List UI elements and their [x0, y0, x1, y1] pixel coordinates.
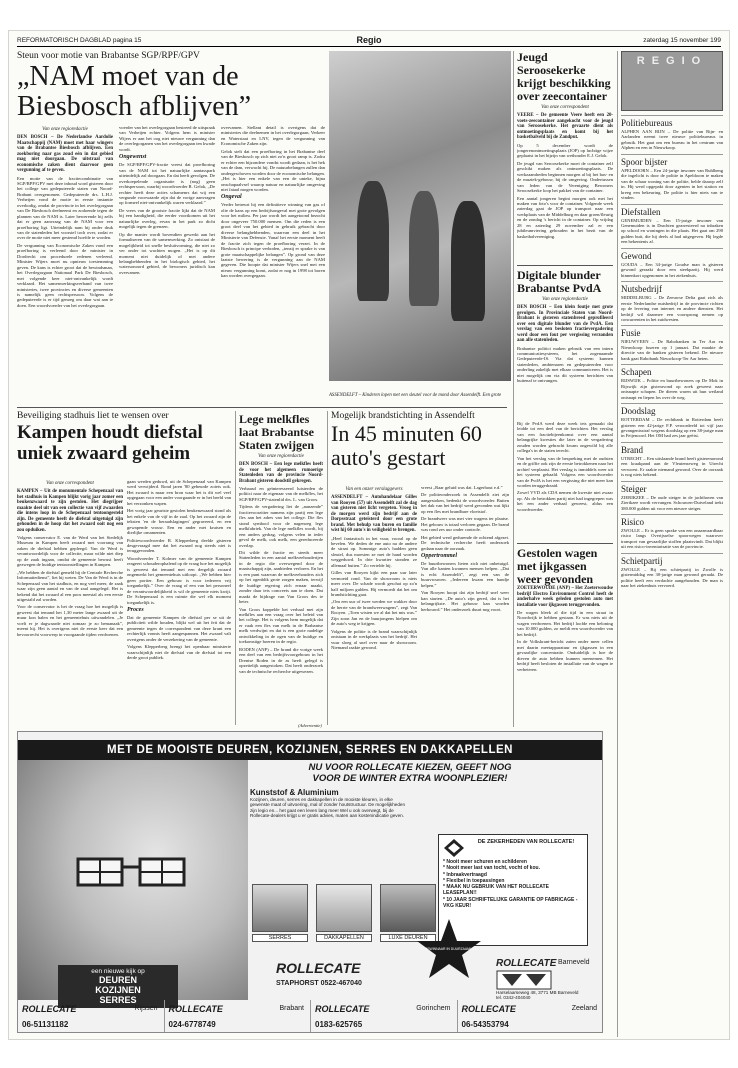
seroosekerke-p2: De jeugd van Seroosekerke moet de container zelf geschikt maken als ontmoetingsplaats. De werkzaamheden beginnen morgen al bij het bas- en de muziek-gebouw, bij de omgeving. Ondertussen van leden van de Vereniging Bewoners Seroosekerke loop het pakket van de container. [517, 160, 613, 194]
photo-caption: ASSENDELFT – Kinderen lopen met een sleutel voor de mond door Assendelft. Een grote [329, 393, 502, 398]
main-col-2 [119, 125, 215, 403]
ad-dealer-logo: ROLLECATE [461, 1004, 516, 1014]
ad-zek-item: * Inbraakvertraagd [443, 871, 487, 878]
assendelft-p6: De politieonderzoek in Assendelft ziet zijn aangestoken, bedenkt de woordvoerder. Buiten het dak van het bedrijf werd gevonden wat lijkt op een fles met brandbare vloeistof. [421, 492, 509, 514]
regio-banner [621, 51, 723, 111]
news-brief-title: Spoor bijster [621, 154, 723, 167]
news-brief-text: ZIERIKZEE – De oude steiger in de jachthaven van Zierikzee wordt vervangen. Schouwen-Duiveland trekt 380.000 gulden uit voor een nieuwe steiger. [621, 494, 723, 511]
award-star-text: PRIJSWINNAAR IN DUURZAAMHEID [419, 947, 479, 951]
ad-top-band: MET DE MOOISTE DEUREN, KOZIJNEN, SERRES EN DAKKAPELLEN [18, 740, 602, 760]
stadhuis-byline: Van onze correspondent [46, 481, 94, 486]
photo-caption-box [329, 383, 511, 405]
glasses-window-icon [76, 855, 186, 889]
news-brief-title: Risico [621, 514, 723, 527]
stadhuis-lead: KAMPEN – Uit de monumentale Schepenzaal van het stadhuis in Kampen blijkt vorig jaar zomer een beukenzwaard te zijn gestolen. Het diegrijper maakte deel uit van een collectie van vijf zwaarden die intens loop in de Schepenzaal tentoongesteld zijn. De gemeente heeft de diefstal uitgetuigd zijn gehouden in de hoop dat het zwaard ooit nog een zou opduiken. [17, 489, 123, 533]
ad-subheading-2: VOOR DE WINTER EXTRA WOONPLEZIER! [312, 773, 508, 784]
stadhuis-p2: „We hebben de diefstal gemeld bij de Centrale Recherche Informatiedienst”, liet hij weten. De Van de Werd is in de Schepenzaal van het stadhuis, en nog veel meer, de zaak waar zijn geen aantal en van de zaal aangelegd. Het is bekend dat het zwaard al een poos meestal als een eerste uitgestald zal worden. [17, 569, 123, 602]
ad-zek-item: * 10 JAAR SCHRIFTELIJKE GARANTIE OP FABRICAGE - VKG KEUR! [443, 896, 578, 910]
main-col-1 [17, 125, 113, 403]
regio-banner-text: REGIO [636, 55, 708, 67]
ad-zek-list [443, 859, 583, 909]
ad-dealer-phone: 06-51131182 [22, 1020, 69, 1029]
seroosekerke-article [517, 51, 613, 263]
news-brief-text: GENEMUIDEN – Een 15-jarige inwoner van Genemuiden is in Drachten gearresteerd na inbraken op school en woningen in die plaats. Het gaat om 290 gulden buit, die hij deels al had uitgegeven. Hij legde een bekentenis af. [621, 217, 723, 245]
news-brief-text: GOUDA – Een 34-jarige Goudse man is gisteren gewond geraakt door een steekpartij. Hij werd binnenkort opgenomen in het ziekenhuis. [621, 261, 723, 278]
assendelft-col-2 [421, 485, 509, 725]
stadhuis-p7: Woordvoerder T. Kolmer van de gemeente Kampen reageert schouderophalend op de vraag hoe het mogelijk is geweest dat iemand met een dergelijk zwaard ongemerkt het gemeentehuis uitloopt. „We hebben hier geen portier. Een gebouw is voor iedereen vrij toegankelijk.” Over de vraag of een van het personeel de verantwoordelijkheid is wil de gemeente niets kwijt. De Schepenzaal is een ruimte die wel elk moment toegankelijk is. [127, 555, 231, 605]
main-col-3 [221, 125, 325, 403]
ad-subheading [248, 762, 572, 784]
news-brief [621, 115, 723, 151]
main-headline: „NAM moet van de Biesbosch afblijven” [17, 61, 252, 121]
ad-barneveld-logo: ROLLECATE [496, 958, 557, 969]
main-lead: DEN BOSCH – De Nederlandse Aardolie Maatschappij (NAM) moet met haar wingers van de Brabantse Biesbosch afblijven. Een zoekboring naar gas zoud eén in dat gebied mag niet doorgaan. De uitstraal van economische zaken dient daarvoor geen vergunning af te geven. [17, 135, 113, 173]
ad-thumb-label-3: LUXE DEUREN [380, 934, 436, 942]
news-brief-text: ROTTERDAM – De rechtbank in Rotterdam heeft gisteren een 42-jarige F.P. veroordeeld tot vijf jaar gevangenisstraf wegens doodslag op een 38-jarige man in Feijenoord. Het OM had zes jaar geëist. [621, 417, 723, 439]
ad-zek-item: * Flexibel in toepassingen [443, 877, 505, 884]
seroosekerke-lead: VEERE – De gemeente Veere heeft een 20-voets-zeecontainer aangekocht voor de jeugd van Seroosekerke. Het gevaarte dient als ontmoetingsplaats en komt bij het basketbalveld bij de Zandput. [517, 113, 613, 140]
pvda-byline: Van onze regioredactie [542, 297, 588, 302]
assendelft-sub: Oppertrommel [421, 552, 457, 559]
ad-barneveld-address [496, 990, 578, 1000]
ad-barneveld-tel: tel. 0342-404040 [496, 995, 531, 1000]
seroosekerke-p1: Op 5 december wordt de jongerenontmoetingsplaats (JOP) op luchtige wijze geplaatst in het bijzijn van wethouder E.J. Gelok. [517, 142, 613, 159]
ad-dealer-city: Zeeland [571, 1005, 597, 1012]
ad-thumb-serres [252, 884, 308, 932]
news-brief-text: RIJSWIJK – Politie en buurtbewoners op De Mok in Rijswijk zijn gisteravond op zoek geweest naar ontsnapte schapen. De dieren waren uit hun weiland ontsnapt en liepen los over de weg. [621, 378, 723, 400]
main-p2: De vergunning van Economische Zaken vond een proefboring is verleend door de minister in Dordrecht om procedurele redenen verleend. Minister Wijers moet nu opnieuw toestemming geven. De kans is echter groot dat de bewindsman, het Overlegorgaan Nationaal Park De Biesbosch, met volgende keer niet-ontvankelijk wordt verklaard. Het samenwerkingsverband van twee ministeries, twee provincies en diverse gemeenten is namelijk geen rechtspersoon. Volgens de gedeputeerde is er tijd genoeg om daar wat aan te doen. Een woordvoerder van het overlegorgaan. [17, 242, 113, 308]
assendelft-p7: De brandweer was met vier wagens ter plaatse. Het gebouw is totaal verloren gegaan. De brand was rond zes uur onder controle. [421, 516, 509, 533]
wagen-article [517, 547, 613, 727]
assendelft-kicker: Mogelijk brandstichting in Assendelft [331, 411, 475, 421]
main-p4: De SGP/RPF/GPV-fractie vreest dat proefboring van de NAM tot het natuurlijke aantasspark uiteindelijk zal doorgaan. En dat heeft gevolgen. De overkoepelende organisatie is (nog) geen rechtspersoon, waarbij woordvoerder R. Gelok, „De rechter heeft deze acties schamenrs dat wij een vergunde voorwaarde zijn dat de vorige aanvragen op formeel niet-ontvankelijk waren verklaard.” [119, 162, 215, 206]
header-section: Regio [356, 35, 382, 45]
main-kicker: Steun voor motie van Brabantse SGP/RPF/GPV [17, 51, 200, 61]
news-brief-text: ALPHEN AAN RIJN – De politie van Rijn- en Aarlanden neemt twee nieuwe politiebureaus in gebruik. Het gaat om een bureau in het centrum van Alphen en een in Nieuwkoop. [621, 129, 723, 151]
news-brief-title: Brand [621, 442, 723, 455]
news-briefs-sidebar [621, 115, 723, 1035]
wagen-lead: ZOETERWOUDE (ANP) – Het Zoeterwoudse bedrijf Electro Environment Control heeft de anderhalve week geleden gestolen auto met installatie voor ijkgassen teruggevonden. [517, 586, 613, 608]
stadhuis-col-2 [127, 479, 231, 725]
assendelft-p2: Gilles van Rooyen kijkt een paar uur later vermoeid rond. Van de showroom is niets meer over. De schade wordt geschat op zo'n half miljoen gulden. Hij vermoedt dat het om brandstichting gaat. [331, 570, 417, 598]
news-brief-title: Nutsbedrijf [621, 281, 723, 294]
main-p7: overvamen. Stellant detail is overigens dat de ministeries die deelnemen in het overlegorgaan, Verkeer en Waterstaat en LNV, tegen de vergunning van Economische Zaken zijn. [221, 125, 325, 147]
news-brief-title: Schietpartij [621, 553, 723, 566]
pvda-p3: Van het verslag van de bespreking met de oudsten en de griffie ook zijn de eerste betrokkenen naar het archief verplaatst. Het verslag is inmiddels weer uit het systeem gehaald. Volgens een woordvoerder van de PvdA is het een vergissing die niet meer kan worden teruggedraaid. [517, 455, 613, 488]
ad-dealer-logo: ROLLECATE [315, 1004, 370, 1014]
news-brief [621, 281, 723, 322]
ad-dealer [311, 1000, 458, 1033]
assendelft-p4: Volgens de politie is de brand waarschijnlijk ontstaan in de werkplaats van het bedrijf. Het vuur sloeg al snel over naar de showroom. Niemand raakte gewond. [331, 628, 417, 651]
news-brief [621, 481, 723, 511]
ad-dealer-logo: ROLLECATE [22, 1004, 77, 1014]
ad-barneveld-addr: Harselaarseweg 48, 3771 MB Barneveld [496, 990, 579, 995]
assendelft-p8: Het gebied werd gedurende de ochtend afgezet. De technische recherche heeft onderzoek gedaan naar de oorzaak. [421, 534, 509, 551]
news-brief-title: Politiebureaus [621, 115, 723, 128]
news-brief-title: Diefstallen [621, 204, 723, 217]
news-brief [621, 204, 723, 245]
stadhuis-p9: Volgens Klepperberg brengt het openbaar ministerie waarschijnlijk niet de diefstal van de diefstal tot een derde groot publiek. [127, 644, 231, 661]
seroosekerke-p3: Een aantal jongeren begint morgen ook met het maken van foto's voor de container. Volgende week zaterdag gaat de JOP op transport naar een werkplaats van de Middelburg en daar groen/fleurig en de zondag 's bericht in de container. Op vrijdag 28 en zaterdag 29 november zal er een jubileumviering gehouden in het bezit van de basketbalvereniging. [517, 195, 613, 239]
ad-kunststof-text: Kozijnen, deuren, serres en dakkapellen in de mooiste kleuren, in elke gewenste maat of uitvoering, mal of zonder houtstructuur. De mogelijkheden zijn legio en... het gaat een leven lang mee! Wel u ook overwegt, bij de Rollecate-dealers krijgt u er gratis advies, maten aan kostenindicatie geven. [250, 797, 405, 819]
wagen-p1: De wagen bleek al die tijd in een straat in Noordwijk te hebben gestaan. Er was niets uit de wagen verdwenen. Het bedrijf loofde een beloning van 10.000 gulden, zo meldt een woordvoerder van het bedrijf. [517, 610, 613, 637]
news-brief-text: ZWOLLE – Er is geen sprake van een onaanvaardbaar risico langs Overijsselse spoorwegen waarover transport van gevaarlijke stoffen plaatsvindt. Dat blijkt uit een risico-inventarisatie van de provincie. [621, 528, 723, 550]
ad-dealer-phone: 06-54353794 [461, 1020, 509, 1029]
assendelft-lead: ASSENDELFT – Autohandelaar Gilles van Rooyen (57) uit Assendelft zal de dag van gisteren niet licht vergeten. Vroeg in de morgen werd zijn bedrijf aan de Dorpsstraat geteisterd door een grote brand. Met behulp van buren en familie wist hij 60 auto's in veiligheid te brengen. [331, 495, 417, 533]
ad-subheading-1: NU VOOR ROLLECATE KIEZEN, GEEFT NOG [308, 762, 512, 773]
ad-dealer [18, 1000, 165, 1033]
main-article-head [17, 51, 325, 121]
rollecate-advert [17, 731, 603, 1033]
header-date: zaterdag 15 november 199 [643, 37, 721, 44]
news-brief [621, 325, 723, 361]
stadhuis-p1: Volgens conservator E. van de Werd van het Stedelijk Museum in Kampen heeft zwaard met voorrang van zaken de diefstal hebben gepleegd. Van de Werd is verantwoordelijk voor de collectie, maar wilde niet diep op de zaak ingaan, omdat de gemeente bewust heeft gezwegen de huidige tentoonstellingen in Kampen. [17, 535, 123, 568]
ad-dealer-strip [18, 1000, 602, 1033]
melkfles-p5: RODEN (ANP) – De brand die vorige week een deel van een bedrijfsvoorgebouw in het Drentse Roden in de as heeft gelegd is opzettelijk aangestoken. Dat heeft onderzoek van de technische recherche uitgewezen. [239, 646, 323, 674]
ad-dealer-phone: 0183-625765 [315, 1020, 363, 1029]
ad-zek-head: DE ZEKERHEDEN VAN ROLLECATE! [477, 839, 575, 845]
ad-barneveld-city: Barneveld [558, 959, 590, 966]
news-brief [621, 553, 723, 589]
ad-main-logo: ROLLECATE [276, 960, 361, 976]
page-header [17, 35, 721, 47]
main-p3: voerder van het overlegorgaan bestreed de uitspraak van Verheijen echter. Volgens hem is minister Wijers er aan het oog niet nieuwe vergunning dan de overlegorganen van het overlegorgaan ten kwade wordt. [119, 125, 215, 152]
news-brief-text: NIEUWVEEN – De Rabobanken in Ter Aar en Nieuwkoop fuseren op 1 januari. Dat maakte de directie van de banken gisteren bekend. De nieuwe bank gaat Rabobank Nieuwkoop-Ter Aar heten. [621, 339, 723, 361]
ad-dealer-logo: ROLLECATE [168, 1004, 223, 1014]
pvda-p2: Bij de PvdA werd deze week iets gemaakt dat leidde tot een deel van de berichten. Het verslag van een fractiebijeenkomst over een aantal belangrijke kwesties die later in de vergadering zouden worden gebracht kwam ongewild bij alle collega's in de staten terecht. [517, 421, 613, 454]
melkfles-byline: Van onze regioredactie [258, 454, 304, 459]
melkfles-p1: Verbaasd en geïnteresseerd luisterden de politici naar de eigenaar van de melkfles, het SGP/RPF/GPV-statenlid drs. L. van Groos. [239, 486, 323, 502]
pvda-lead: DEN BOSCH – Een klein foutje met grote gevolgen. In Provinciale Staten van Noord-Brabant is gisteren statenbreed geprofileerd over een digitale blunder van de PvdA. Een verslag van een besloten fractievergadering werd door een fout per vergissing verzonden aan alle statenleden. [517, 305, 613, 343]
pvda-article [517, 269, 613, 419]
melkfles-p2: Tijdens de vergadering liet de „nanzende” fractievoorzitter namens zijn partij een lege fles aan het adres van het college. Die fles stond symbool voor de nagenoeg lege melkfabriek. Van de lege melkfles wordt, bij een anders gedrag, volgens velen in ieder geval de melk, ook melk, een gereduceerde overlap. [239, 504, 323, 548]
ad-zek-item: * MAAK NU GEBRUIK VAN HET ROLLECATE LEASEPLAN!! [443, 884, 549, 897]
seroosekerke-byline: Van onze correspondent [541, 105, 589, 110]
stadhuis-head [17, 411, 237, 477]
news-brief [621, 248, 723, 278]
assendelft-p9: De buurtbewoners lieten zich niet onbetuigd. Van alle kanten kwamen mensen helpen. „Dat is echt Assendelft”, zegt een van de buurvrouwen. „Iedereen kwam een handje helpen.” [421, 560, 509, 588]
news-brief [621, 154, 723, 201]
pvda-headline: Digitale blunder Brabantse PvdA [517, 269, 602, 295]
melkfles-lead: DEN BOSCH – Een lege melkfles heeft de voor het algemeen rumoerige Statenleden van de provincie Noord-Brabant gisteren doodstil gekregen. [239, 462, 323, 484]
ad-dealer-city: Gorinchem [416, 1005, 451, 1012]
assendelft-col-1 [331, 485, 417, 725]
ad-dealer [458, 1000, 604, 1033]
wagen-p2: In de Volkskrant-bericht zaten onder meer cellen met daarin meetapparatuur en ijkgassen in een gevaarlijke concentratie. Onduidelijk is hoe de dieven de auto hebben kunnen meenemen. Het bedrijf heeft besloten de installatie van de wagen te verbeteren. [517, 639, 613, 672]
assendelft-head [331, 411, 509, 481]
main-p9: Verder betreurt hij een definitieve winning van gas of olie de kans op een bedrijfsongeval met grote gevolgen voor het milieu. Per jaar wordt het aangetoond bezocht door ongeveer 750.000 mensen. Om die reden is een groot deel van het gebied in gebruik gebracht door diverse belanghebbenden, waarvan een deel in het Ministerie van Defensie. Vanaf het eerste moment heeft de fractie zich tegen de proefboring verzet. In de Biesbosch is principe verboden, „tenzij er sprake is van grote maatschappelijke belangen”. Op grond van deze laatste bewering is de vergunning aan de NAM gegeven. Die hoopte dat minister Wijers snel met een nieuw vergunning komt, zodat er nog in 1998 tot boren kan worden overgegaan. [221, 202, 325, 279]
pvda-p4: Zowel VVD als CDA nemen de kwestie niet zwaar op. Als de betrokken partij niet had ingegrepen was het een ander verhaal geweest, aldus een woordvoerder. [517, 490, 613, 512]
main-p8: Gelok stelt dat een proefboring in het Brabantse deel van de Biesbosch op zich niet zo'n groot ramp is. Zodra er echter een bijzondere vondst wordt gedaan, is het hek van de dam, verwacht hij. De natuurbelangen zullen dan ondergeschoven worden door de economische belangen. „Het is hier een enkele van een de unieke, bijna onschapaalvsel waarop natuur en natuurlijke omgeving niet fataal mogen worden. [221, 148, 325, 192]
seroosekerke-headline: Jeugd Seroosekerke krijgt beschikking over zeecontainer [517, 51, 611, 103]
melkfles-p3: Dit wilde de fractie en steeds meer Statenleden in een aantal melkveehouderijen in de regio die overwegend door de maatschappij zijn, aanbieden verloren. En het is een punt waarvan de melkveehouders zich op het ogenblik grote zorgen maken, terwijl de huidige regering zich ernaar maakt, zonder daar iets concreets aan te doen. Dat maakt de bijdrage van Van Groos des te beter. [239, 549, 323, 605]
stadhuis-kicker: Beveiliging stadhuis liet te wensen over [17, 411, 169, 421]
news-brief [621, 442, 723, 478]
stadhuis-headline: Kampen houdt diefstal uniek zwaard geheim [17, 422, 203, 464]
stadhuis-sub: Proces [127, 606, 144, 613]
assendelft-photo [329, 51, 511, 381]
news-brief-text: APELDOORN – Een 24-jarige inwoner van Ruhlheng die ingelicht is door de politie in Apeldoorn te maken van de schaar woning van de politie, belde daarop zelf in. Hij werd opgepakt door agenten in het station en kreeg een bekeuring. De politie is hier niets van te vinden. [621, 167, 723, 201]
stadhuis-p3: Voor de conservator is het de vraag hoe het mogelijk is geweest dat iemand het 1,30 meter lange zwaard uit de muur kon halen en het gemeentehuis uitwandelen. „Je voelt er je dagwaarde niet zomaar je zo bemanaak”, meent hij. Het is overigens niet de eerste keer dat een bevoorrecht voorwerp in voorgaande tijden verdwenen. [17, 604, 123, 637]
pvda-p1: Brabantse politici maken gebruik van een intern communicatiesysteem, het zogenaamde Gedeputeerde-IS. Via dat systeem kunnen statenleden, ambtenaren en gedeputeerden voor onderling zakelijk met elkaar communiceren. Het is niet mogelijk om via dit systeem berichten van buitenaf te ontvangen. [517, 345, 613, 384]
main-p5: De vrees van de grootste fractie lijkt dat de NAM bij een handigheid, die eerder voortkomen uit het natuurlijke overleg, ervan in het park zo dicht mogelijk tegen de grenzen. [119, 207, 215, 230]
newspaper-page [8, 30, 730, 1040]
news-brief-title: Doodslag [621, 403, 723, 416]
ad-dealer [165, 1000, 312, 1033]
main-p6: Op die manier wordt bovendien gewerkt aan het formaliseren van de samenwerking. Zo ontstaat de mogelijkheid tot snelle besluitvorming, die niet zo ver onder tot wachten mogen. „Het is op dit moment niet duidelijk of met andere belanghebbenden in het biologisch gebied, het watersonoord gebied, de bewoners juridisch kan overvamen. [119, 231, 215, 275]
news-brief-text: ZWOLLE – Bij een schietpartij in Zwolle is gistermiddag een 30-jarige man gewond geraakt. De politie heeft een verdachte aangehouden. De man is naar het ziekenhuis vervoerd. [621, 566, 723, 589]
main-byline: Van onze regioredactie [42, 127, 88, 132]
assendelft-p1: „Heel fantastisch in het vuur, vooral op de bevelen. We deden de ene auto na de andere de straat op. Sommige auto's hadden geen sleutel, dus moesten ze met de hand worden weggeduwd. In drie kwartier stonden ze allemaal buiten.” Zo vertelde hij. [331, 535, 417, 568]
news-brief [621, 403, 723, 439]
ad-thumb-label-2: DAKKAPELLEN [316, 934, 372, 942]
assendelft-p3: „Om een uur of twee werden we wakker door de herrie van de brandweerwagens”, zegt Van Rooyen. „Toen wisten we al dat het mis was.” Zijn zoon Jan en de buurjongens hielpen om de auto's weg te krijgen. [331, 599, 417, 627]
news-brief-title: Fusie [621, 325, 723, 338]
assendelft-p10: Van Rooyen hoopt dat zijn bedrijf snel weer kan starten. „De auto's zijn gered, dat is het belangrijkste. Het gebouw kan worden herbouwd.” Het onderzoek duurt nog voort. [421, 590, 509, 612]
ad-kunststof [250, 788, 410, 819]
stadhuis-p5: Het vorig jaar geuriste gestolen beukenzwaard stond als het enkele van de vijf in de zaal. Op het zwaard zijn de teksten 'en de beraadslagingen' gegraveerd, en een gewapende vrouw. Een en ander met kruisen en dierlijke ornamenten. [127, 508, 231, 536]
ad-note: (Advertentie) [298, 723, 322, 728]
assendelft-p5: vreest „Raar geluid was dat. Lagerhout e.d.” [421, 485, 503, 490]
main-p1: Een motie van de fractiecombinatie van SGP/RPF/GPV met deze inhoud word gisteren door het college van gedeputeerde staten van Noord-Brabant overgenomen. Gedeputeerde drs. L.H.J. Verheijen vond de motie in eerste instantie overbodig, omdat de provincie in het overlegorgaan van De Biesbosch deelneemt en zodoende tegen de plannen van de NAM is. Later bewerende hij zelfs dat er geen aanvraag van de NAM voor een proefboring ligt. Uiteindelijk nam hij onder druk van de statenleden het voorstel toch over, zodat er over de motie niet meer gestemd hoefde te worden. [17, 175, 113, 241]
vkg-logo-icon [496, 970, 552, 990]
ad-thumb-dakkapellen [316, 884, 372, 932]
news-brief [621, 514, 723, 550]
pvda-cont [517, 421, 613, 541]
stadhuis-p6: Politiewoordvoerder R. Klepperberg deelde gisteren desgevraagd mee dat het zwaard nog steeds niet is teruggevonden. [127, 537, 231, 554]
news-brief-text: UTRECHT – Een uitslaande brand heeft gisterenavond een kraakpand aan de Vleutenseweg in Utrecht verwoest. Er raakte niemand gewond. Over de oorzaak is nog niets bekend. [621, 455, 723, 478]
ad-kijk-small: een nieuwe kijk op [91, 968, 145, 975]
stadhuis-p4: gaan werden geduwd, uit de Schepenzaal van Kampen werd verwijderd. Rond jaren '80 gebeurde zoiets ook. Het zwaard is maar een bron waar het is dit wel veel opgegaan voor een ander voorgaande er in het beeld van het verzonken wapen. [127, 479, 231, 506]
diamond-icon [443, 838, 465, 858]
melkfles-headline: Lege melkfles laat Brabantse Staten zwijgen [239, 413, 314, 452]
news-brief-title: Gewond [621, 248, 723, 261]
ad-kijk-3: SERRES [99, 995, 137, 1005]
stadhuis-col-1 [17, 479, 123, 725]
wagen-headline: Gestolen wagen met ijkgassen weer gevonden [517, 547, 598, 586]
ad-kijk-2: KOZIJNEN [95, 985, 141, 995]
melkfles-p4: Van Groos koppelde het verhaal met zijn melkfles aan een vraag over het beleid van het college. Het is volgens hem mogelijk dat er vaak een fles van melk in de Brabantse melk verdwijnt en dat is een grote nadelige ontwikkeling in de ogen van de huidige en toekomstige boeren in de regio. [239, 606, 323, 645]
main-sub2: Ongeval [221, 194, 242, 201]
assendelft-byline: Van een onzer verslaggevers [345, 487, 403, 492]
ad-dealer-city: Brabant [279, 1005, 304, 1012]
news-brief [621, 364, 723, 400]
news-brief-title: Steiger [621, 481, 723, 494]
ad-thumb-label-1: SERRES [252, 934, 308, 942]
melkfles-article [239, 413, 323, 725]
stadhuis-p8: Dat de gemeente Kampen de diefstal per se uit de publiciteit wilde houden, blijkt wel uit het feit dat de gemeente tegen de correspondent van deze krant een rechterlijk vonnis heeft aangespannen. Het zwaard valt overigens onder de verzekering van de gemeente. [127, 614, 231, 642]
ad-photo-face [18, 760, 248, 1005]
ad-zek-item: * Nooit meer last van tocht, vocht of kou. [443, 865, 540, 872]
ad-dealer-phone: 024-6778749 [168, 1020, 216, 1029]
award-star-icon [416, 918, 482, 980]
ad-dealer-city: Rijssen [134, 1005, 158, 1012]
news-brief-title: Schapen [621, 364, 723, 377]
ad-kunststof-title: Kunststof & Aluminium [250, 788, 339, 797]
ad-staphorst: STAPHORST 0522-467040 [276, 980, 362, 987]
news-brief-text: MIDDELBURG – De Zeeuwse Delta gaat zich als eerste Nederlandse nutsbedrijf in de provincie richten op de levering van internet en andere diensten. Het bedrijf wil daarmee een voorsprong nemen op concurrenten in het zuidwesten. [621, 295, 723, 322]
assendelft-headline: In 45 minuten 60 auto's gestart [331, 421, 482, 470]
ad-zek-item: * Nooit meer schuren en schilderen [443, 859, 527, 865]
main-sub1: Ongewenst [119, 154, 147, 161]
header-paper-name: REFORMATORISCH DAGBLAD pagina 15 [17, 37, 142, 44]
ad-kijk-1: DEUREN [98, 975, 137, 985]
